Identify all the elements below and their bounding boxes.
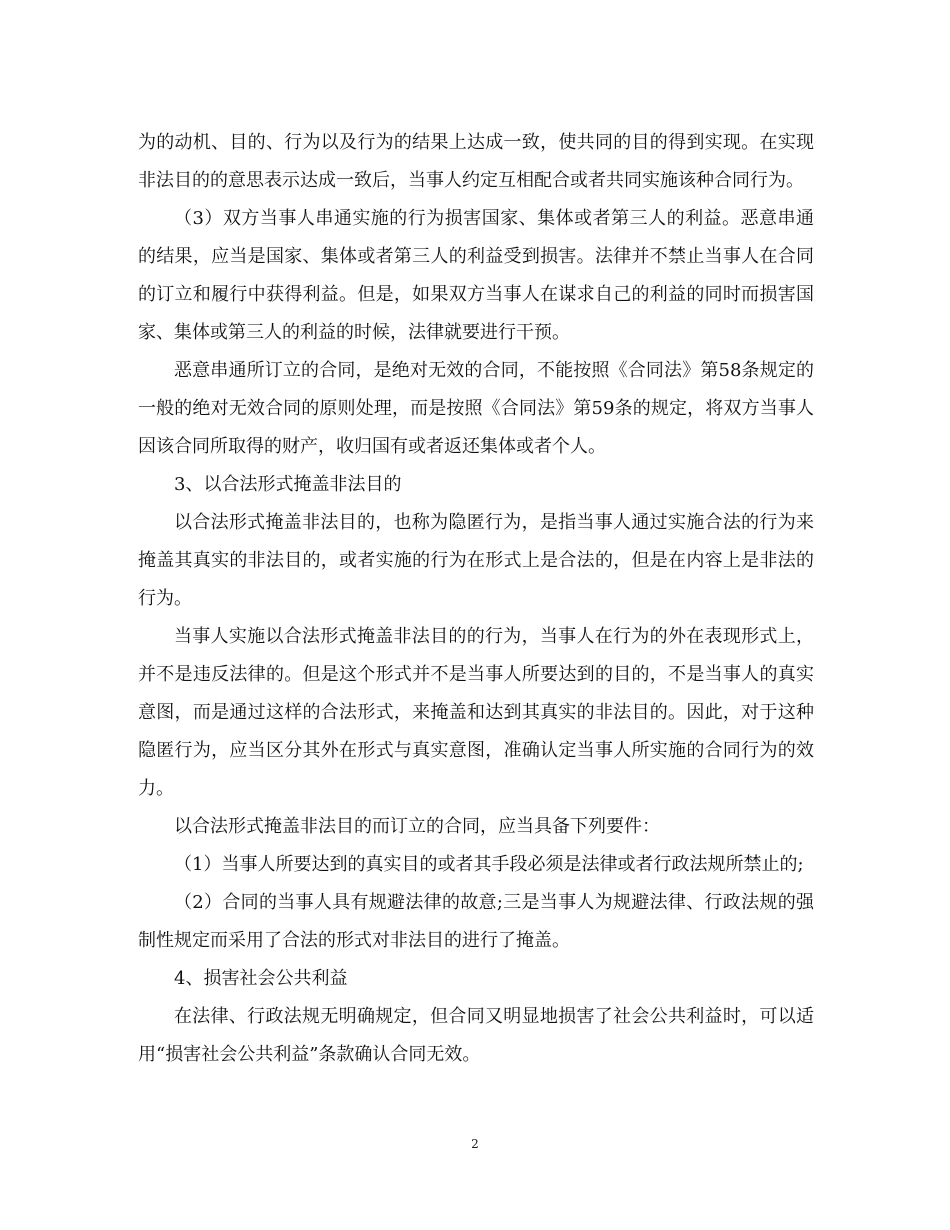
paragraph-requirement-1: （1）当事人所要达到的真实目的或者其手段必须是法律或者行政法规所禁止的; xyxy=(174,854,804,875)
paragraph-public-interest: 在法律、行政法规无明确规定，但合同又明显地损害了社会公共利益时，可以适用“损害社会公共利益”条款确认合同无效。 xyxy=(138,1006,814,1065)
paragraph-requirements-intro: 以合法形式掩盖非法目的而订立的合同，应当具备下列要件： xyxy=(174,816,660,837)
paragraph-continuation: 为的动机、目的、行为以及行为的结果上达成一致，使共同的目的得到实现。在实现非法目的的意思表示达成一致后，当事人约定互相配合或者共同实施该种合同行为。 xyxy=(138,132,814,191)
section-heading-4: 4、损害社会公共利益 xyxy=(174,968,348,989)
paragraph-malicious-collusion: 恶意串通所订立的合同，是绝对无效的合同，不能按照《合同法》第58条规定的一般的绝对无效合同的原则处理，而是按照《合同法》第59条的规定，将双方当事人因该合同所取得的财产，收归国有或者返还集体或者个人。 xyxy=(138,360,814,457)
paragraph-item-3: （3）双方当事人串通实施的行为损害国家、集体或者第三人的利益。恶意串通的结果，应当是国家、集体或者第三人的利益受到损害。法律并不禁止当事人在合同的订立和履行中获得利益。但是，如果双方当事人在谋求自己的利益的同时而损害国家、集体或第三人的利益的时候，法律就要进行干预。 xyxy=(138,208,814,343)
paragraph-concealment-definition: 以合法形式掩盖非法目的，也称为隐匿行为，是指当事人通过实施合法的行为来掩盖其真实的非法目的，或者实施的行为在形式上是合法的，但是在内容上是非法的行为。 xyxy=(138,512,814,609)
document-body xyxy=(138,124,814,1074)
page-number: 2 xyxy=(471,1137,479,1151)
paragraph-requirement-2: （2）合同的当事人具有规避法律的故意;三是当事人为规避法律、行政法规的强制性规定而采用了合法的形式对非法目的进行了掩盖。 xyxy=(138,892,814,951)
section-heading-3: 3、以合法形式掩盖非法目的 xyxy=(174,474,402,495)
paragraph-concealment-analysis: 当事人实施以合法形式掩盖非法目的的行为，当事人在行为的外在表现形式上，并不是违反法律的。但是这个形式并不是当事人所要达到的目的，不是当事人的真实意图，而是通过这样的合法形式，来掩盖和达到其真实的非法目的。因此，对于这种隐匿行为，应当区分其外在形式与真实意图，准确认定当事人所实施的合同行为的效力。 xyxy=(138,626,814,799)
